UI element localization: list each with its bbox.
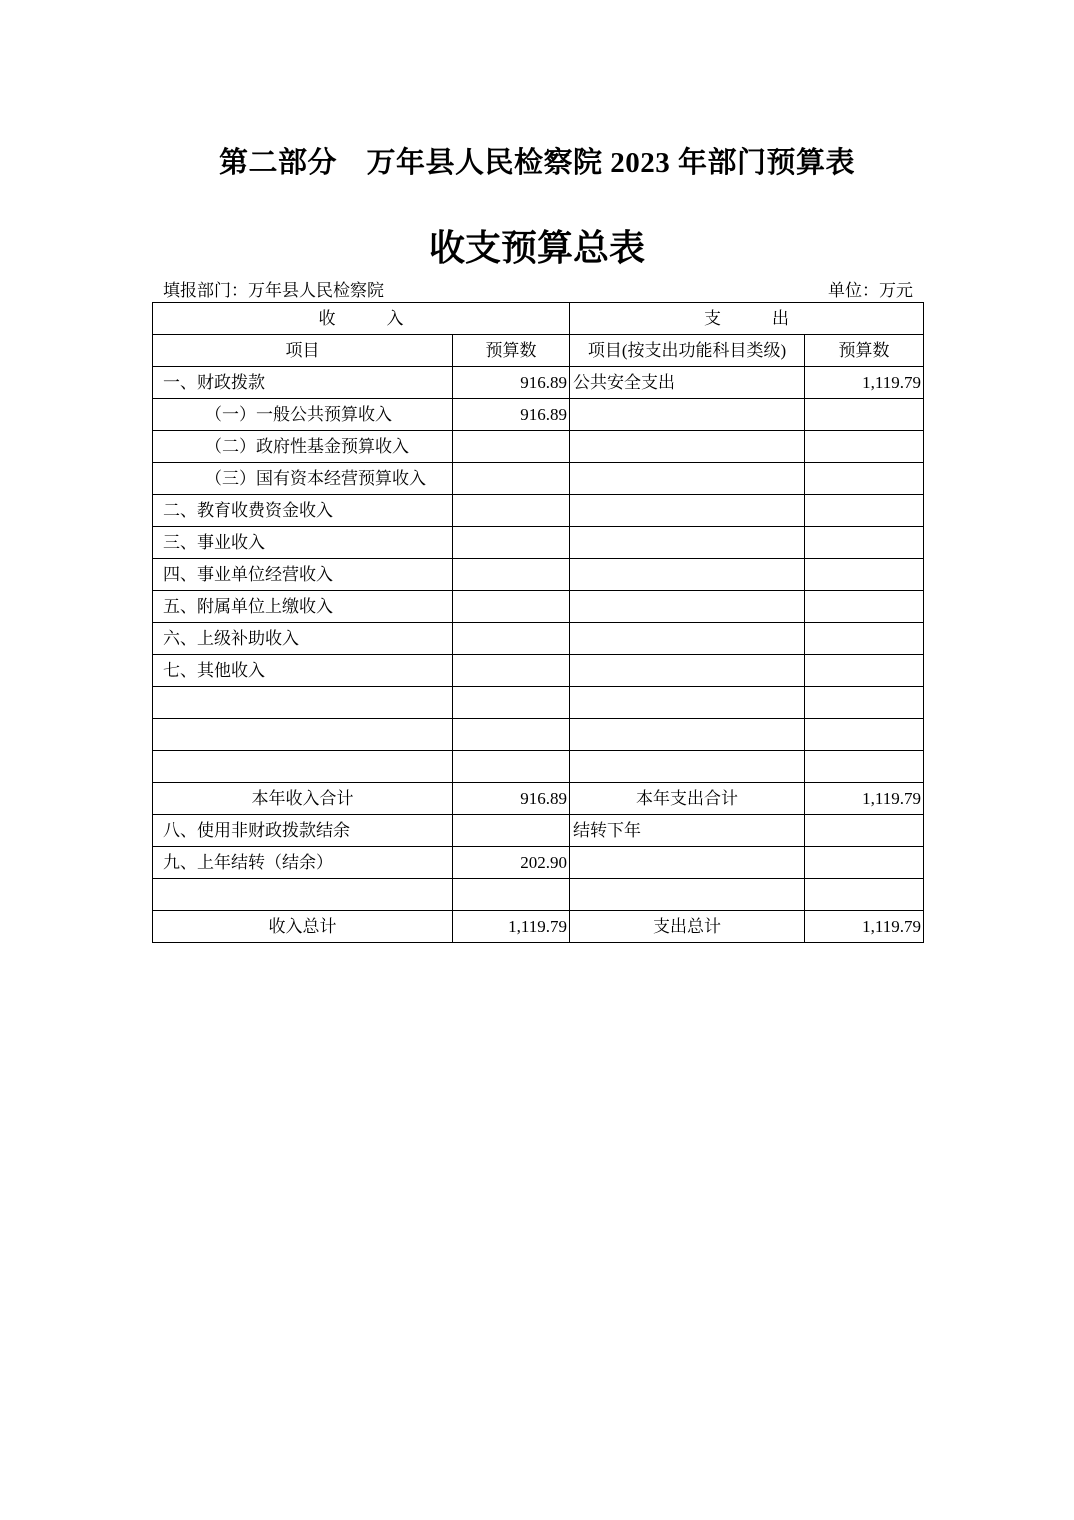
expense-budget-cell	[805, 527, 924, 559]
expense-item-cell	[570, 687, 805, 719]
expense-item-cell: 结转下年	[570, 815, 805, 847]
expense-item-cell	[570, 879, 805, 911]
income-budget-cell	[453, 687, 570, 719]
group-header-row	[153, 303, 924, 335]
table-row	[153, 687, 924, 719]
table-title: 收支预算总表	[428, 228, 645, 268]
table-row	[153, 559, 924, 591]
expense-budget-cell	[805, 495, 924, 527]
table-row	[153, 431, 924, 463]
income-budget-cell	[453, 527, 570, 559]
income-item-cell	[153, 751, 453, 783]
table-row	[153, 719, 924, 751]
income-budget-cell	[453, 655, 570, 687]
expense-item-cell	[570, 751, 805, 783]
expense-item-cell: 本年支出合计	[570, 783, 805, 815]
expense-budget-cell	[805, 719, 924, 751]
unit-label: 单位：万元	[828, 281, 913, 300]
table-row	[153, 847, 924, 879]
expense-item-cell	[570, 719, 805, 751]
income-group-header: 收 入	[153, 303, 570, 335]
expense-budget-cell	[805, 463, 924, 495]
expense-item-cell: 支出总计	[570, 911, 805, 943]
expense-group-header: 支 出	[570, 303, 924, 335]
table-row	[153, 751, 924, 783]
expense-item-cell	[570, 559, 805, 591]
income-item-cell: 收入总计	[153, 911, 453, 943]
income-budget-cell	[453, 815, 570, 847]
column-header-row	[153, 335, 924, 367]
expense-budget-cell	[805, 655, 924, 687]
expense-item-cell	[570, 495, 805, 527]
income-budget-cell	[453, 879, 570, 911]
expense-budget-cell	[805, 687, 924, 719]
income-item-cell: 八、使用非财政拨款结余	[153, 815, 453, 847]
income-budget-cell	[453, 431, 570, 463]
table-row	[153, 879, 924, 911]
income-budget-cell	[453, 719, 570, 751]
income-item-cell: 二、教育收费资金收入	[153, 495, 453, 527]
income-budget-cell	[453, 591, 570, 623]
table-row	[153, 623, 924, 655]
expense-budget-cell: 1,119.79	[805, 367, 924, 399]
income-item-cell: 一、财政拨款	[153, 367, 453, 399]
table-row	[153, 591, 924, 623]
expense-item-header: 项目(按支出功能科目类级)	[570, 335, 805, 367]
income-item-cell: 七、其他收入	[153, 655, 453, 687]
table-row	[153, 399, 924, 431]
income-item-cell: 四、事业单位经营收入	[153, 559, 453, 591]
expense-budget-cell	[805, 815, 924, 847]
income-item-cell	[153, 719, 453, 751]
budget-table	[152, 302, 924, 943]
expense-budget-cell	[805, 879, 924, 911]
expense-item-cell	[570, 431, 805, 463]
meta-line	[163, 276, 913, 298]
income-item-cell: 九、上年结转（结余）	[153, 847, 453, 879]
income-budget-header: 预算数	[453, 335, 570, 367]
income-budget-cell: 1,119.79	[453, 911, 570, 943]
income-budget-cell	[453, 559, 570, 591]
income-item-cell: 五、附属单位上缴收入	[153, 591, 453, 623]
table-row	[153, 815, 924, 847]
income-item-cell: 本年收入合计	[153, 783, 453, 815]
expense-item-cell	[570, 527, 805, 559]
expense-budget-cell	[805, 847, 924, 879]
table-row	[153, 527, 924, 559]
income-item-cell: （三）国有资本经营预算收入	[153, 463, 453, 495]
table-row	[153, 463, 924, 495]
table-row	[153, 367, 924, 399]
part-title: 第二部分 万年县人民检察院 2023 年部门预算表	[218, 147, 855, 179]
income-budget-cell	[453, 495, 570, 527]
income-budget-cell	[453, 463, 570, 495]
expense-budget-cell	[805, 431, 924, 463]
income-item-cell: 三、事业收入	[153, 527, 453, 559]
expense-budget-cell	[805, 623, 924, 655]
income-item-cell: 六、上级补助收入	[153, 623, 453, 655]
expense-item-cell	[570, 591, 805, 623]
expense-budget-header: 预算数	[805, 335, 924, 367]
table-row	[153, 783, 924, 815]
expense-budget-cell	[805, 751, 924, 783]
expense-item-cell	[570, 463, 805, 495]
income-budget-cell: 202.90	[453, 847, 570, 879]
filing-dept: 填报部门：万年县人民检察院	[163, 281, 384, 300]
income-budget-cell	[453, 623, 570, 655]
table-row	[153, 911, 924, 943]
expense-budget-cell	[805, 591, 924, 623]
income-budget-cell: 916.89	[453, 399, 570, 431]
table-row	[153, 655, 924, 687]
expense-item-cell	[570, 655, 805, 687]
expense-item-cell	[570, 399, 805, 431]
income-item-cell	[153, 879, 453, 911]
income-item-cell: （一）一般公共预算收入	[153, 399, 453, 431]
income-budget-cell: 916.89	[453, 783, 570, 815]
expense-budget-cell: 1,119.79	[805, 783, 924, 815]
income-item-cell	[153, 687, 453, 719]
expense-item-cell	[570, 623, 805, 655]
income-item-header: 项目	[153, 335, 453, 367]
expense-item-cell: 公共安全支出	[570, 367, 805, 399]
income-budget-cell	[453, 751, 570, 783]
income-item-cell: （二）政府性基金预算收入	[153, 431, 453, 463]
expense-budget-cell	[805, 399, 924, 431]
expense-budget-cell	[805, 559, 924, 591]
expense-budget-cell: 1,119.79	[805, 911, 924, 943]
expense-item-cell	[570, 847, 805, 879]
income-budget-cell: 916.89	[453, 367, 570, 399]
table-row	[153, 495, 924, 527]
